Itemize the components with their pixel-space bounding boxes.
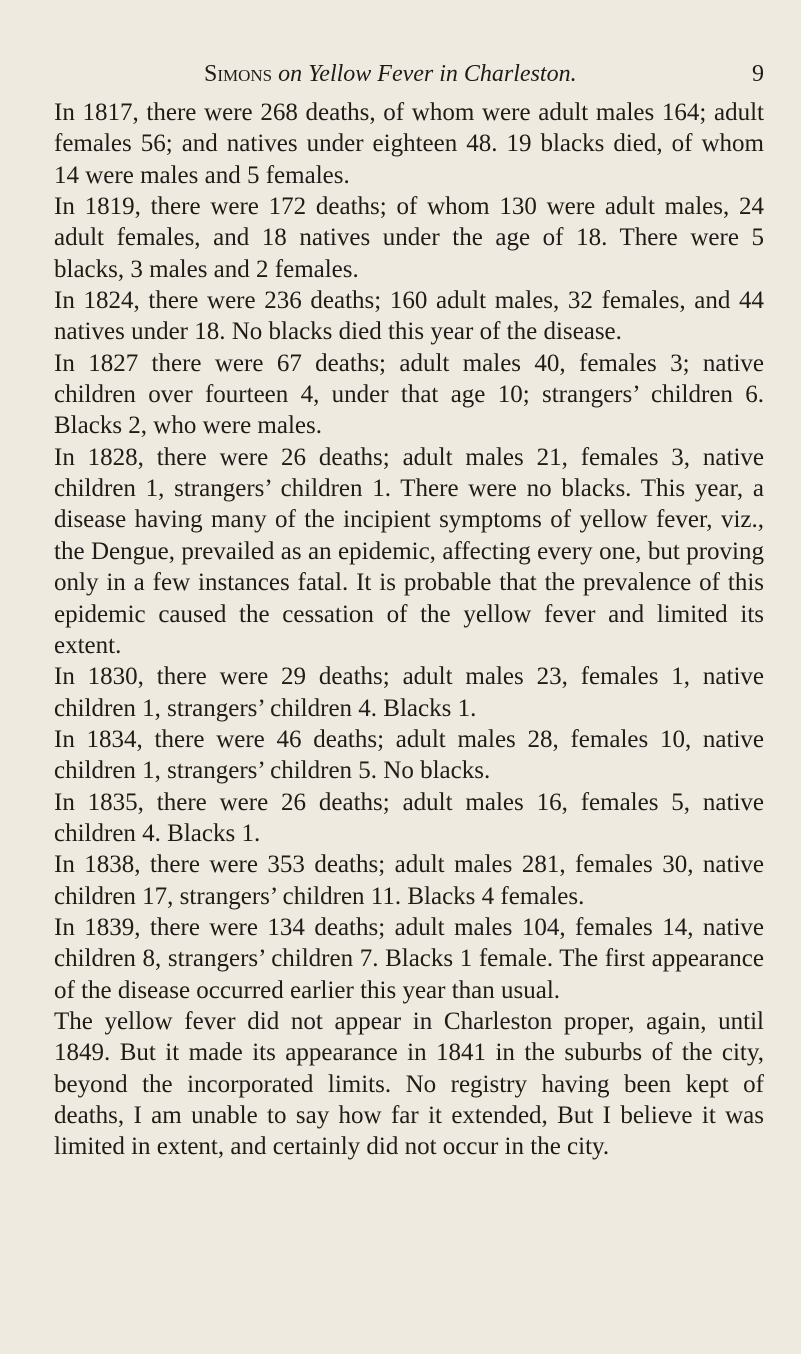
paragraph-1830: In 1830, there were 29 deaths; adult males 23, females 1, native children 1, strangers’ children 4. Blacks 1. [54, 663, 764, 722]
body-text [54, 97, 764, 1163]
paragraph-1828: In 1828, there were 26 deaths; adult males 21, females 3, native children 1, strangers’ children 1. There were no blacks. This year, a disease having many of the incipient symptoms of yellow fever, viz., the Dengue, prevailed as an epidemic, affecting every one, but proving only in a few instances fatal. It is probable that the prevalence of this epidemic caused the cessation of the yellow fever and limited its extent. [54, 443, 764, 659]
running-head-title: Yellow Fever in Charleston. [308, 61, 577, 87]
paragraph-1824: In 1824, there were 236 deaths; 160 adult males, 32 females, and 44 natives under 18. No blacks died this year of the disease. [54, 287, 764, 346]
paragraph-1827: In 1827 there were 67 deaths; adult males 40, females 3; native children over fourteen 4, under that age 10; strangers’ children 6. Blacks 2, who were males. [54, 349, 764, 440]
paragraph-1835: In 1835, there were 26 deaths; adult males 16, females 5, native children 4. Blacks 1. [54, 788, 764, 847]
page-number: 9 [752, 61, 764, 87]
paragraph-1834: In 1834, there were 46 deaths; adult males 28, females 10, native children 1, strangers’ children 5. No blacks. [54, 725, 764, 785]
running-head-author: Simons [204, 61, 273, 87]
paragraph-1839: In 1839, there were 134 deaths; adult males 104, females 14, native children 8, strangers’ children 7. Blacks 1 female. The first appearance of the disease occurred earlier this year than usual. [54, 913, 764, 1004]
running-head-on: on [278, 61, 303, 87]
running-head [204, 58, 764, 90]
paragraph-1838: In 1838, there were 353 deaths; adult males 281, females 30, native children 17, strangers’ children 11. Blacks 4 females. [54, 851, 764, 910]
paragraph-1819: In 1819, there were 172 deaths; of whom 130 were adult males, 24 adult females, and 18 natives under the age of 18. There were 5 blacks, 3 males and 2 females. [54, 193, 764, 283]
paragraph-1849: The yellow fever did not appear in Charleston proper, again, until 1849. But it made its appearance in 1841 in the suburbs of the city, beyond the incorporated limits. No registry having been kept of deaths, I am unable to say how far it extended, But I believe it was limited in extent, and certainly did not occur in the city. [54, 1007, 764, 1161]
paragraph-1817: In 1817, there were 268 deaths, of whom were adult males 164; adult females 56; and natives under eighteen 48. 19 blacks died, of whom 14 were males and 5 females. [54, 99, 764, 189]
running-title [204, 58, 577, 90]
